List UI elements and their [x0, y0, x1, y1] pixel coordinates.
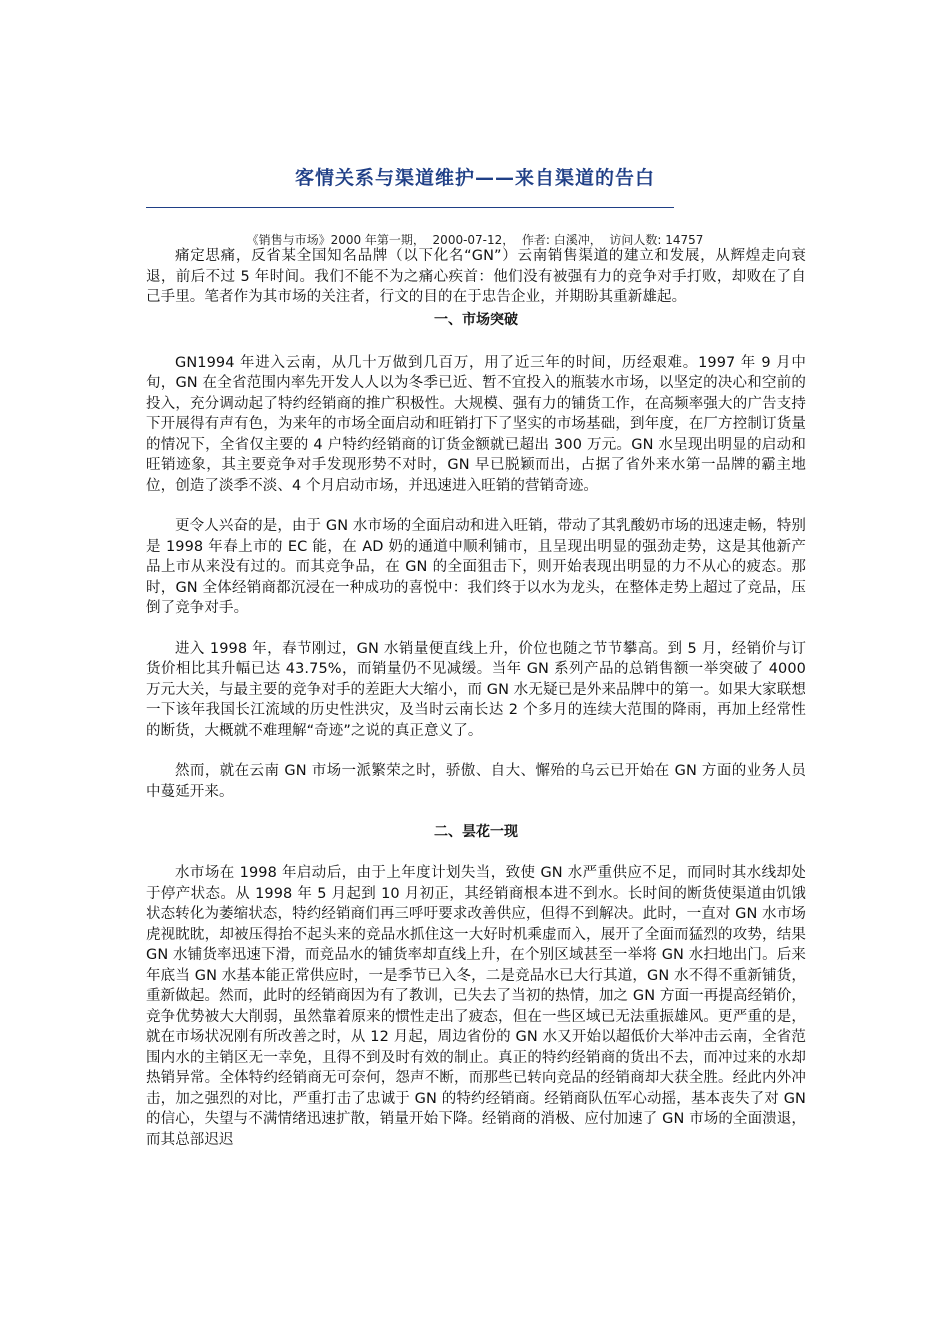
article-meta: 《销售与市场》2000 年第一期， 2000-07-12， 作者: 白溪冲， 访问人数: 14757: [246, 233, 704, 247]
section1-paragraph-3: 进入 1998 年，春节刚过，GN 水销量便直线上升，价位也随之节节攀高。到 5 月，经销价与订货价相比其升幅已达 43.75%，而销量仍不见减缓。当年 GN 系列产品的总销售额一举突破了 4000 万元大关，与最主要的竞争对手的差距大大缩小，而 GN 水无疑已是外来品牌中的第一。如果大家联想一下该年我国长江流域的历史性洪灾，及当时云南长达 2 个多月的连续大范围的降雨，再加上经常性的断货，大概就不难理解“奇迹”之说的真正意义了。: [146, 640, 806, 739]
title-divider: [146, 207, 674, 208]
article-title: 客情关系与渠道维护——来自渠道的告白: [294, 167, 655, 189]
section-heading-market-breakthrough: 一、市场突破: [434, 311, 518, 328]
section1-paragraph-1: GN1994 年进入云南，从几十万做到几百万，用了近三年的时间，历经艰难。1997 年 9 月中旬，GN 在全省范围内率先开发人人以为冬季已近、暂不宜投入的瓶装水市场，以坚定的决心和空前的投入，充分调动起了特约经销商的推广积极性。大规模、强有力的铺货工作，在高频率强大的广告支持下开展得有声有色，为来年的市场全面启动和旺销打下了坚实的市场基础，到年度，在厂方控制订货量的情况下，全省仅主要的 4 户特约经销商的订货金额就已超出 300 万元。GN 水呈现出明显的启动和旺销迹象，其主要竞争对手发现形势不对时，GN 早已脱颖而出，占据了省外来水第一品牌的霸主地位，创造了淡季不淡、4 个月启动市场，并迅速进入旺销的营销奇迹。: [146, 354, 806, 494]
section1-paragraph-4: 然而，就在云南 GN 市场一派繁荣之时，骄傲、自大、懈殆的乌云已开始在 GN 方面的业务人员中蔓延开来。: [146, 763, 806, 800]
section-heading-flash-in-pan: 二、昙花一现: [434, 824, 518, 840]
section1-paragraph-2: 更令人兴奋的是，由于 GN 水市场的全面启动和进入旺销，带动了其乳酸奶市场的迅速走畅，特别是 1998 年春上市的 EC 能，在 AD 奶的通道中顺利铺市，且呈现出明显的强劲走势，这是其他新产品上市从来没有过的。而其竞争品，在 GN 的全面狙击下，则开始表现出明显的力不从心的疲态。那时，GN 全体经销商都沉浸在一种成功的喜悦中：我们终于以水为龙头，在整体走势上超过了竞品，压倒了竞争对手。: [146, 518, 806, 616]
section2-paragraph-1: 水市场在 1998 年启动后，由于上年度计划失当，致使 GN 水严重供应不足，而同时其水线却处于停产状态。从 1998 年 5 月起到 10 月初正，其经销商根本进不到水。长时间的断货使渠道由饥饿状态转化为萎缩状态，特约经销商们再三呼吁要求改善供应，但得不到解决。此时，一直对 GN 水市场虎视眈眈，却被压得抬不起头来的竞品水抓住这一大好时机乘虚而入，展开了全面而猛烈的攻势，结果 GN 水铺货率迅速下滑，而竞品水的铺货率却直线上升，在个别区域甚至一举将 GN 水扫地出门。后来年底当 GN 水基本能正常供应时，一是季节已入冬，二是竞品水已大行其道，GN 水不得不重新铺货，重新做起。然而，此时的经销商因为有了教训，已失去了当初的热情，加之 GN 方面一再提高经销价，竞争优势被大大削弱，虽然靠着原来的惯性走出了疲态，但在一些区域已无法重振雄风。更严重的是，就在市场状况刚有所改善之时，从 12 月起，周边省份的 GN 水又开始以超低价大举冲击云南，全省范围内水的主销区无一幸免，且得不到及时有效的制止。真正的特约经销商的货出不去，而冲过来的水却热销异常。全体特约经销商无可奈何，怨声不断，而那些已转向竞品的经销商却大获全胜。经此内外冲击，加之强烈的对比，严重打击了忠诚于 GN 的特约经销商。经销商队伍军心动摇，基本丧失了对 GN 的信心，失望与不满情绪迅速扩散，销量开始下降。经销商的消极、应付加速了 GN 市场的全面溃退，而其总部迟迟: [146, 865, 806, 1148]
article-body: [146, 246, 806, 1150]
intro-paragraph: 痛定思痛，反省某全国知名品牌（以下化名“GN”）云南销售渠道的建立和发展，从辉煌走向衰退，前后不过 5 年时间。我们不能不为之痛心疾首：他们没有被强有力的竞争对手打败，却败在了自己手里。笔者作为其市场的关注者，行文的目的在于忠告企业，并期盼其重新雄起。: [146, 248, 806, 305]
